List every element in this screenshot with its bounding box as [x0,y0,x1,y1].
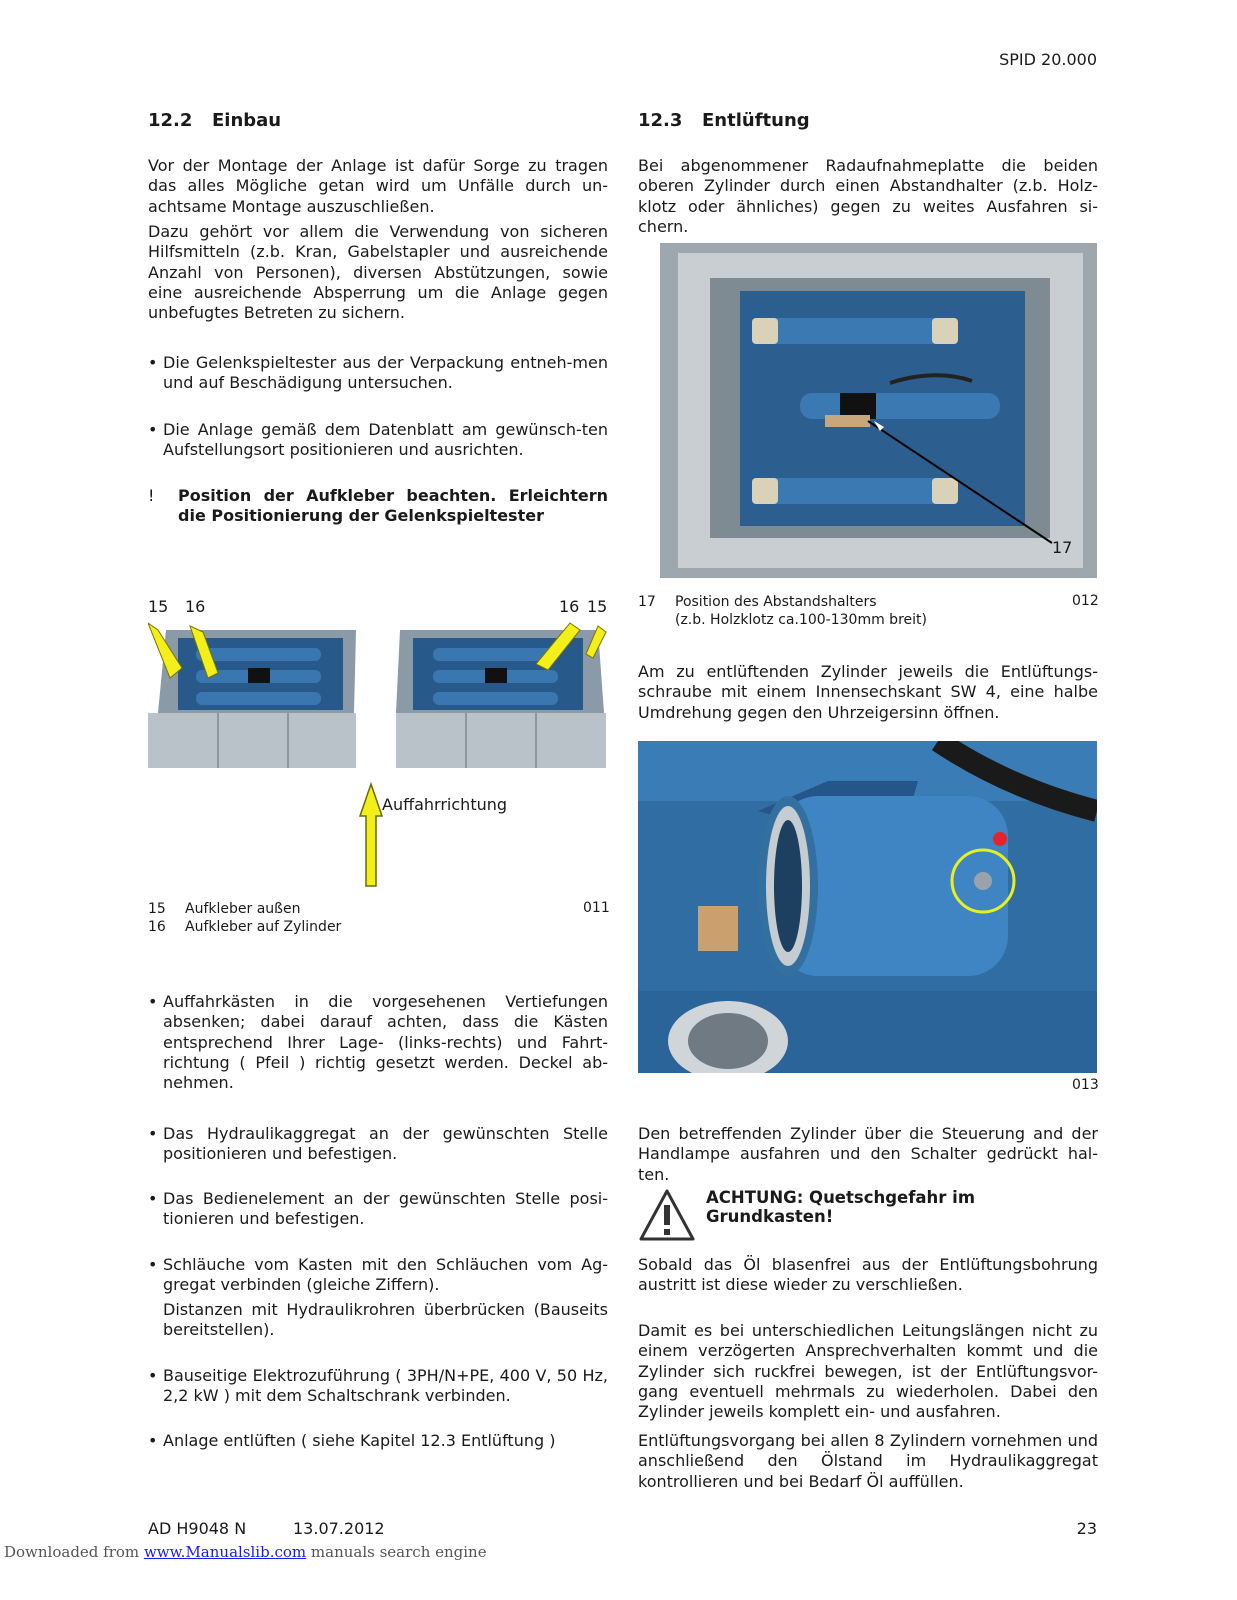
section-heading-entlueftung [638,110,1098,131]
bullet-dot: • [148,1431,158,1450]
caption-number: 15 [148,901,166,917]
caption-text: Aufkleber auf Zylinder [185,919,342,935]
download-suffix: manuals search engine [310,1543,487,1561]
figure-number: 012 [1072,593,1099,609]
figure-number: 013 [1072,1077,1099,1093]
list-item-text: Schläuche vom Kasten mit den Schläuchen vom Ag-gregat verbinden (gleiche Ziffern). [163,1255,608,1295]
manualslib-link[interactable]: www.Manualslib.com [143,1543,307,1561]
bullet-dot: • [148,1255,158,1274]
list-item [148,1366,608,1407]
paragraph [638,662,1098,723]
header-doc-code: SPID 20.000 [999,50,1097,69]
caption-number: 17 [638,594,656,610]
caption-text: (z.b. Holzklotz ca.100-130mm breit) [675,612,927,628]
warning-mark: ! [148,486,155,505]
bullet-dot: • [148,1366,158,1385]
warning-text: Position der Aufkleber beachten. Erleichtern die Positionierung der Gelenkspieltester [178,486,608,526]
section-title: Einbau [212,110,282,131]
figure-label-15: 15 [587,597,608,616]
bullet-dot: • [148,1189,158,1208]
paragraph-text: Entlüftungsvorgang bei allen 8 Zylindern vornehmen und anschließend den Ölstand im Hydraulikaggregat kontrollieren und bei Bedarf Öl auffüllen. [638,1431,1098,1491]
paragraph [638,156,1098,237]
section-heading-einbau [148,110,608,131]
paragraph [638,1431,1098,1492]
arrow-up-icon [360,784,382,886]
paragraph-text: Sobald das Öl blasenfrei aus der Entlüftungsbohrung austritt ist diese wieder zu verschließen. [638,1255,1098,1295]
warning-note [148,486,608,527]
paragraph [638,1321,1098,1422]
download-prefix: Downloaded from [4,1543,140,1561]
section-number: 12.2 [148,110,193,131]
paragraph [148,156,608,217]
list-item-text: Das Hydraulikaggregat an der gewünschten Stelle positionieren und befestigen. [163,1124,608,1164]
bullet-dot: • [148,992,158,1011]
paragraph [163,1300,608,1341]
right-box-image [396,623,606,768]
arrow-label: Auffahrrichtung [382,795,508,814]
list-item-text: Die Gelenkspieltester aus der Verpackung entneh-men und auf Beschädigung untersuchen. [163,353,608,393]
page-number: 23 [1076,1519,1097,1538]
list-item-text: Anlage entlüften ( siehe Kapitel 12.3 Entlüftung ) [163,1431,556,1450]
caption-text: Position des Abstandshalters [675,594,877,610]
paragraph-text: Bei abgenommener Radaufnahmeplatte die beiden oberen Zylinder durch einen Abstandhalter (z.b. Holz-klotz oder ähnliches) gegen zu weites Ausfahren si-chern. [638,156,1098,236]
figure-label-16: 16 [185,597,206,616]
paragraph-text: Distanzen mit Hydraulikrohren überbrücken (Bauseits bereitstellen). [163,1300,608,1340]
list-item [148,1124,608,1165]
section-number: 12.3 [638,110,683,131]
list-item-text: Das Bedienelement an der gewünschten Stelle posi-tionieren und befestigen. [163,1189,608,1229]
list-item [148,420,608,461]
caption-text: Aufkleber außen [185,901,301,917]
figure-label-17: 17 [1052,538,1073,557]
figure-label-15: 15 [148,597,169,616]
bullet-dot: • [148,1124,158,1143]
paragraph-text: Damit es bei unterschiedlichen Leitungslängen nicht zu einem verzögerten Ansprechverhalten kommt und die Zylinder sich ruckfrei bewegen, ist der Entlüftungsvor-gang eventuell mehrmals zu wiederholen. Dabei den Zylinder jeweils komplett ein- und ausfahren. [638,1321,1098,1422]
list-item [148,992,608,1093]
section-title: Entlüftung [702,110,810,131]
warning-triangle-icon [638,1188,696,1242]
left-box-image [148,623,356,768]
caution-text: ACHTUNG: Quetschgefahr im Grundkasten! [706,1188,976,1226]
paragraph-text: Dazu gehört vor allem die Verwendung von sicheren Hilfsmitteln (z.b. Kran, Gabelstapler und ausreichende Anzahl von Personen), diversen Abstützungen, sowie eine ausreichende Absperrung um die Anlage gegen unbefugtes Betreten zu sichern. [148,222,608,323]
figure-spacer-position [660,243,1097,578]
footer-doc-id: AD H9048 N [148,1519,247,1538]
paragraph-text: Den betreffenden Zylinder über die Steuerung and der Handlampe ausfahren und den Schalter gedrückt hal-ten. [638,1124,1098,1184]
footer-date: 13.07.2012 [293,1519,385,1538]
paragraph [638,1124,1098,1185]
figure-caption [638,593,1098,629]
paragraph [638,1255,1098,1296]
list-item-text: Bauseitige Elektrozuführung ( 3PH/N+PE, 400 V, 50 Hz, 2,2 kW ) mit dem Schaltschrank verbinden. [163,1366,608,1406]
figure-label-16: 16 [559,597,580,616]
list-item-text: Die Anlage gemäß dem Datenblatt am gewünsch-ten Aufstellungsort positionieren und ausrichten. [163,420,608,460]
paragraph-text: Vor der Montage der Anlage ist dafür Sorge zu tragen das alles Mögliche getan wird um Unfälle durch un-achtsame Montage auszuschließen. [148,156,608,216]
list-item-text: Auffahrkästen in die vorgesehenen Vertiefungen absenken; dabei darauf achten, dass die Kästen entsprechend Ihrer Lage- (links-rechts) und Fahrt-richtung ( Pfeil ) richtig gesetzt werden. Deckel ab-nehmen. [163,992,608,1093]
bullet-dot: • [148,420,158,439]
paragraph-text: Am zu entlüftenden Zylinder jeweils die Entlüftungs-schraube mit einem Innensechskant SW 4, eine halbe Umdrehung gegen den Uhrzeigersinn öffnen. [638,662,1098,722]
bullet-dot: • [148,353,158,372]
list-item [148,1189,608,1230]
list-item [148,1431,608,1451]
caption-number: 16 [148,919,166,935]
paragraph [148,222,608,323]
figure-caption [148,900,608,936]
figure-install-boxes [148,618,608,890]
figure-bleed-screw [638,741,1097,1073]
list-item [148,1255,608,1296]
download-note [4,1543,487,1561]
figure-number: 011 [583,900,610,916]
list-item [148,353,608,394]
